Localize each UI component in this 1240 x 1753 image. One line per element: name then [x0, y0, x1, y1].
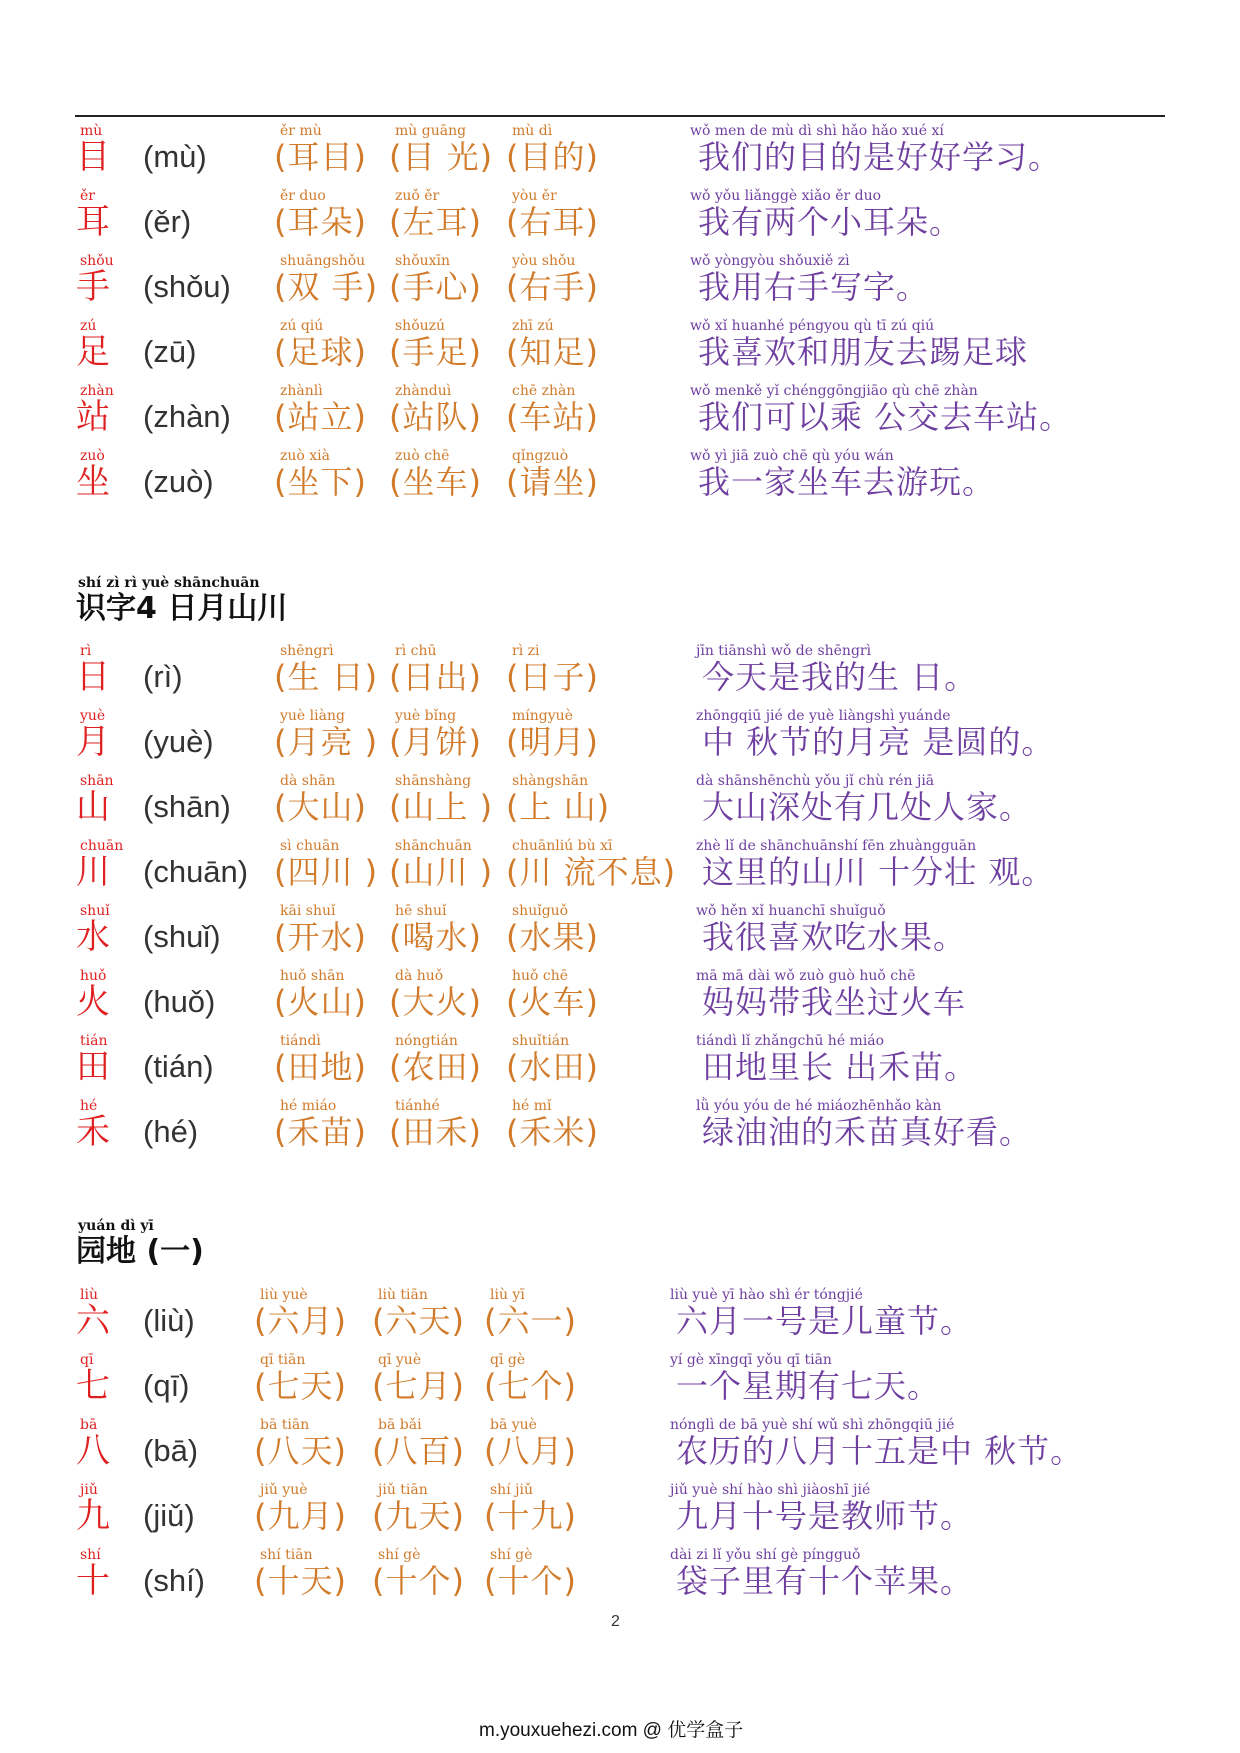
- word-phrase: (大火): [389, 983, 482, 1021]
- top-rule: [75, 115, 1165, 117]
- word-pinyin: zuò chē: [395, 448, 450, 464]
- word-pinyin: zuò xià: [280, 448, 330, 464]
- word-pinyin: shí jiǔ: [490, 1482, 533, 1498]
- sentence-pinyin: wǒ yòngyòu shǒuxiě zì: [690, 253, 850, 269]
- word-pinyin: tiánhé: [395, 1098, 440, 1114]
- vocab-char: 田: [76, 1047, 110, 1087]
- word-phrase: (七天): [254, 1367, 347, 1405]
- word-phrase: (田地): [274, 1048, 367, 1086]
- sentence-pinyin: wǒ yì jiā zuò chē qù yóu wán: [690, 448, 894, 464]
- vocab-char: 禾: [76, 1112, 110, 1152]
- word-pinyin: shuǐtián: [512, 1033, 570, 1049]
- vocab-char: 目: [76, 137, 110, 177]
- char-pinyin: zú: [80, 318, 97, 334]
- word-phrase: (火山): [274, 983, 367, 1021]
- word-pinyin: qǐngzuò: [512, 448, 569, 464]
- word-phrase: (山川 ): [389, 853, 494, 891]
- example-sentence: 袋子里有十个苹果。: [676, 1562, 974, 1600]
- char-reading: (ěr): [143, 204, 192, 239]
- char-reading: (shān): [143, 789, 231, 824]
- sentence-pinyin: zhè lǐ de shānchuānshí fēn zhuàngguān: [696, 838, 977, 854]
- word-phrase: (上 山): [506, 788, 611, 826]
- word-pinyin: mù dì: [512, 123, 553, 139]
- word-pinyin: shí gè: [378, 1547, 421, 1563]
- example-sentence: 妈妈带我坐过火车: [702, 983, 967, 1021]
- vocab-char: 七: [76, 1366, 110, 1406]
- char-reading: (mù): [143, 139, 207, 174]
- word-phrase: (六一): [484, 1302, 577, 1340]
- word-phrase: (月饼): [389, 723, 482, 761]
- vocab-char: 十: [76, 1561, 110, 1601]
- word-phrase: (知足): [506, 333, 599, 371]
- char-reading: (qī): [143, 1368, 190, 1403]
- word-phrase: (日出): [389, 658, 482, 696]
- word-pinyin: míngyuè: [512, 708, 573, 724]
- char-pinyin: zhàn: [80, 383, 114, 399]
- word-phrase: (禾米): [506, 1113, 599, 1151]
- char-reading: (shí): [143, 1563, 205, 1598]
- word-pinyin: shí tiān: [260, 1547, 313, 1563]
- word-pinyin: zhī zú: [512, 318, 554, 334]
- word-pinyin: sì chuān: [280, 838, 340, 854]
- char-pinyin: liù: [80, 1287, 98, 1303]
- word-phrase: (左耳): [389, 203, 482, 241]
- char-reading: (yuè): [143, 724, 214, 759]
- char-pinyin: hé: [80, 1098, 98, 1114]
- vocab-char: 手: [76, 267, 110, 307]
- word-pinyin: zuǒ ěr: [395, 188, 440, 204]
- word-phrase: (请坐): [506, 463, 599, 501]
- word-phrase: (水果): [506, 918, 599, 956]
- word-pinyin: hé mǐ: [512, 1098, 552, 1114]
- word-pinyin: shǒuzú: [395, 318, 446, 334]
- word-pinyin: rì chū: [395, 643, 437, 659]
- example-sentence: 我很喜欢吃水果。: [702, 918, 967, 956]
- char-pinyin: shuǐ: [80, 903, 110, 919]
- word-phrase: (山上 ): [389, 788, 494, 826]
- word-phrase: (站立): [274, 398, 367, 436]
- vocab-char: 六: [76, 1301, 110, 1341]
- sentence-pinyin: liù yuè yī hào shì ér tóngjié: [670, 1287, 863, 1303]
- sentence-pinyin: yí gè xīngqī yǒu qī tiān: [670, 1352, 832, 1368]
- vocab-char: 足: [76, 332, 110, 372]
- word-pinyin: yuè liàng: [280, 708, 345, 724]
- word-phrase: (禾苗): [274, 1113, 367, 1151]
- word-phrase: (坐车): [389, 463, 482, 501]
- sentence-pinyin: tiándì lǐ zhǎngchū hé miáo: [696, 1033, 885, 1049]
- char-reading: (zhàn): [143, 399, 231, 434]
- word-pinyin: shuāngshǒu: [280, 253, 366, 269]
- word-phrase: (日子): [506, 658, 599, 696]
- vocab-char: 站: [76, 397, 110, 437]
- word-pinyin: qī tiān: [260, 1352, 306, 1368]
- word-pinyin: huǒ chē: [512, 968, 569, 984]
- word-phrase: (四川 ): [274, 853, 379, 891]
- char-reading: (shǒu): [143, 269, 231, 304]
- word-pinyin: qī gè: [490, 1352, 526, 1368]
- example-sentence: 田地里长 出禾苗。: [702, 1048, 978, 1086]
- word-pinyin: tiándì: [280, 1033, 321, 1049]
- sentence-pinyin: wǒ menkě yǐ chénggōngjiāo qù chē zhàn: [690, 383, 978, 399]
- word-pinyin: shuǐguǒ: [512, 903, 569, 919]
- example-sentence: 中 秋节的月亮 是圆的。: [702, 723, 1055, 761]
- word-pinyin: yuè bǐng: [395, 708, 457, 724]
- word-phrase: (月亮 ): [274, 723, 379, 761]
- word-pinyin: ěr mù: [280, 123, 322, 139]
- word-pinyin: rì zi: [512, 643, 540, 659]
- word-phrase: (足球): [274, 333, 367, 371]
- word-phrase: (十个): [484, 1562, 577, 1600]
- sentence-pinyin: mā mā dài wǒ zuò guò huǒ chē: [696, 968, 916, 984]
- word-phrase: (双 手): [274, 268, 379, 306]
- word-phrase: (六月): [254, 1302, 347, 1340]
- sentence-pinyin: wǒ hěn xǐ huanchī shuǐguǒ: [696, 903, 886, 919]
- word-pinyin: zhànlì: [280, 383, 323, 399]
- word-pinyin: shàngshān: [512, 773, 589, 789]
- char-reading: (zuò): [143, 464, 214, 499]
- example-sentence: 这里的山川 十分壮 观。: [702, 853, 1055, 891]
- word-pinyin: jiǔ yuè: [260, 1482, 308, 1498]
- vocab-char: 日: [76, 657, 110, 697]
- char-pinyin: qī: [80, 1352, 94, 1368]
- word-pinyin: hē shuǐ: [395, 903, 447, 919]
- sentence-pinyin: dà shānshēnchù yǒu jǐ chù rén jiā: [696, 773, 935, 789]
- sentence-pinyin: dài zi lǐ yǒu shí gè píngguǒ: [670, 1547, 861, 1563]
- word-phrase: (站队): [389, 398, 482, 436]
- word-phrase: (六天): [372, 1302, 465, 1340]
- word-pinyin: hé miáo: [280, 1098, 337, 1114]
- word-phrase: (右手): [506, 268, 599, 306]
- word-phrase: (大山): [274, 788, 367, 826]
- word-phrase: (喝水): [389, 918, 482, 956]
- word-pinyin: bā yuè: [490, 1417, 537, 1433]
- word-phrase: (川 流不息): [506, 853, 677, 891]
- vocab-char: 水: [76, 917, 110, 957]
- char-reading: (liù): [143, 1303, 195, 1338]
- word-pinyin: ěr duo: [280, 188, 326, 204]
- sentence-pinyin: wǒ men de mù dì shì hǎo hǎo xué xí: [690, 123, 944, 139]
- word-pinyin: qī yuè: [378, 1352, 422, 1368]
- vocab-char: 九: [76, 1496, 110, 1536]
- word-pinyin: yòu shǒu: [512, 253, 576, 269]
- section-title: 园地 (一): [76, 1234, 204, 1269]
- word-pinyin: shǒuxīn: [395, 253, 451, 269]
- example-sentence: 今天是我的生 日。: [702, 658, 978, 696]
- char-pinyin: jiǔ: [80, 1482, 98, 1498]
- example-sentence: 我一家坐车去游玩。: [698, 463, 996, 501]
- word-pinyin: bā tiān: [260, 1417, 310, 1433]
- word-pinyin: liù yī: [490, 1287, 525, 1303]
- word-phrase: (八天): [254, 1432, 347, 1470]
- word-pinyin: dà huǒ: [395, 968, 444, 984]
- word-pinyin: shēngrì: [280, 643, 334, 659]
- vocab-char: 坐: [76, 462, 110, 502]
- char-pinyin: chuān: [80, 838, 124, 854]
- example-sentence: 我有两个小耳朵。: [698, 203, 963, 241]
- word-phrase: (手心): [389, 268, 482, 306]
- char-reading: (zū): [143, 334, 197, 369]
- char-pinyin: shí: [80, 1547, 101, 1563]
- word-pinyin: liù yuè: [260, 1287, 308, 1303]
- sentence-pinyin: wǒ yǒu liǎnggè xiǎo ěr duo: [690, 188, 882, 204]
- char-pinyin: yuè: [80, 708, 106, 724]
- page-number: 2: [611, 1613, 620, 1630]
- sentence-pinyin: jīn tiānshì wǒ de shēngrì: [696, 643, 872, 659]
- word-pinyin: zú qiú: [280, 318, 324, 334]
- word-phrase: (耳朵): [274, 203, 367, 241]
- word-phrase: (田禾): [389, 1113, 482, 1151]
- char-pinyin: ěr: [80, 188, 95, 204]
- sentence-pinyin: wǒ xǐ huanhé péngyou qù tī zú qiú: [690, 318, 935, 334]
- example-sentence: 我喜欢和朋友去踢足球: [698, 333, 1029, 371]
- char-pinyin: rì: [80, 643, 92, 659]
- char-reading: (bā): [143, 1433, 199, 1468]
- example-sentence: 绿油油的禾苗真好看。: [702, 1113, 1033, 1151]
- example-sentence: 我们可以乘 公交去车站。: [698, 398, 1073, 436]
- section-title-pinyin: shí zì rì yuè shānchuān: [78, 575, 260, 591]
- word-pinyin: shí gè: [490, 1547, 533, 1563]
- sentence-pinyin: lǜ yóu yóu de hé miáozhēnhǎo kàn: [696, 1098, 942, 1114]
- vocab-char: 山: [76, 787, 110, 827]
- word-phrase: (十九): [484, 1497, 577, 1535]
- word-pinyin: chē zhàn: [512, 383, 576, 399]
- word-pinyin: shānshàng: [395, 773, 472, 789]
- word-pinyin: kāi shuǐ: [280, 903, 336, 919]
- example-sentence: 一个星期有七天。: [676, 1367, 941, 1405]
- word-phrase: (十个): [372, 1562, 465, 1600]
- char-reading: (tián): [143, 1049, 214, 1084]
- word-phrase: (右耳): [506, 203, 599, 241]
- char-pinyin: mù: [80, 123, 103, 139]
- word-phrase: (水田): [506, 1048, 599, 1086]
- char-reading: (huǒ): [143, 984, 216, 1019]
- sentence-pinyin: nónglì de bā yuè shí wǔ shì zhōngqiū jié: [670, 1417, 955, 1433]
- example-sentence: 我们的目的是好好学习。: [698, 138, 1062, 176]
- word-phrase: (坐下): [274, 463, 367, 501]
- char-reading: (rì): [143, 659, 183, 694]
- word-pinyin: liù tiān: [378, 1287, 428, 1303]
- word-phrase: (火车): [506, 983, 599, 1021]
- word-pinyin: huǒ shān: [280, 968, 345, 984]
- word-phrase: (手足): [389, 333, 482, 371]
- footer-watermark: m.youxuehezi.com @ 优学盒子: [479, 1720, 744, 1741]
- vocab-char: 耳: [76, 202, 110, 242]
- word-phrase: (七月): [372, 1367, 465, 1405]
- word-phrase: (九天): [372, 1497, 465, 1535]
- word-phrase: (九月): [254, 1497, 347, 1535]
- char-pinyin: shān: [80, 773, 114, 789]
- word-pinyin: dà shān: [280, 773, 336, 789]
- char-pinyin: zuò: [80, 448, 105, 464]
- word-phrase: (车站): [506, 398, 599, 436]
- word-phrase: (八月): [484, 1432, 577, 1470]
- vocab-char: 火: [76, 982, 110, 1022]
- word-phrase: (八百): [372, 1432, 465, 1470]
- example-sentence: 大山深处有几处人家。: [702, 788, 1033, 826]
- word-phrase: (目 光): [389, 138, 494, 176]
- char-reading: (shuǐ): [143, 919, 221, 954]
- sentence-pinyin: jiǔ yuè shí hào shì jiàoshī jié: [670, 1482, 871, 1498]
- word-phrase: (农田): [389, 1048, 482, 1086]
- char-pinyin: bā: [80, 1417, 98, 1433]
- vocab-char: 八: [76, 1431, 110, 1471]
- char-pinyin: tián: [80, 1033, 108, 1049]
- word-pinyin: zhànduì: [395, 383, 452, 399]
- word-pinyin: jiǔ tiān: [378, 1482, 428, 1498]
- vocab-char: 月: [76, 722, 110, 762]
- word-phrase: (生 日): [274, 658, 379, 696]
- word-phrase: (目的): [506, 138, 599, 176]
- word-phrase: (七个): [484, 1367, 577, 1405]
- word-phrase: (耳目): [274, 138, 367, 176]
- vocab-char: 川: [76, 852, 110, 892]
- example-sentence: 农历的八月十五是中 秋节。: [676, 1432, 1084, 1470]
- char-reading: (chuān): [143, 854, 249, 889]
- char-reading: (hé): [143, 1114, 199, 1149]
- word-pinyin: nóngtián: [395, 1033, 458, 1049]
- example-sentence: 六月一号是儿童节。: [676, 1302, 974, 1340]
- word-phrase: (开水): [274, 918, 367, 956]
- char-pinyin: shǒu: [80, 253, 114, 269]
- word-pinyin: mù guāng: [395, 123, 467, 139]
- example-sentence: 九月十号是教师节。: [676, 1497, 974, 1535]
- char-reading: (jiǔ): [143, 1498, 195, 1533]
- section-title-pinyin: yuán dì yī: [78, 1218, 154, 1234]
- word-phrase: (明月): [506, 723, 599, 761]
- example-sentence: 我用右手写字。: [698, 268, 930, 306]
- word-pinyin: yòu ěr: [512, 188, 557, 204]
- word-pinyin: chuānliú bù xī: [512, 838, 613, 854]
- word-phrase: (十天): [254, 1562, 347, 1600]
- sentence-pinyin: zhōngqiū jié de yuè liàngshì yuánde: [696, 708, 951, 724]
- section-title: 识字4 日月山川: [76, 591, 288, 626]
- word-pinyin: bā bǎi: [378, 1417, 422, 1433]
- char-pinyin: huǒ: [80, 968, 107, 984]
- word-pinyin: shānchuān: [395, 838, 472, 854]
